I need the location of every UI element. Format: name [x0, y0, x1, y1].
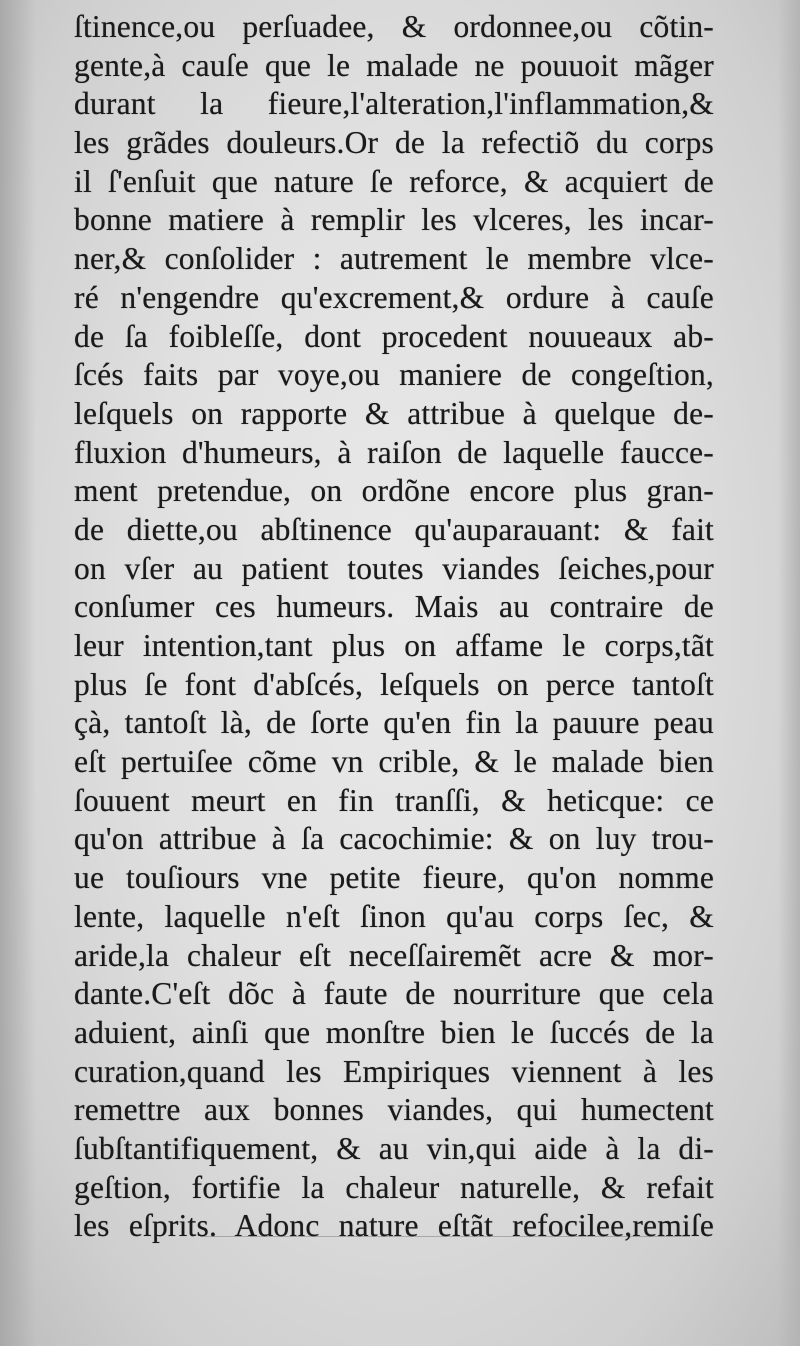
text-line: geſtion, fortifie la chaleur naturelle, & refait — [74, 1169, 714, 1205]
page-text — [74, 8, 714, 1246]
text-line: ment pretendue, on ordõne encore plus gran- — [74, 473, 714, 509]
text-line: leſquels on rapporte & attribue à quelque de- — [74, 395, 714, 431]
text-line: plus ſe font d'abſcés, leſquels on perce tantoſt — [74, 666, 714, 702]
text-line: ſcés faits par voye,ou maniere de congeſtion, — [74, 357, 714, 393]
text-line: qu'on attribue à ſa cacochimie: & on luy trou- — [74, 821, 714, 857]
text-line: ré n'engendre qu'excrement,& ordure à cauſe — [74, 279, 714, 315]
text-line: aride,la chaleur eſt neceſſairemẽt acre & mor- — [74, 937, 714, 973]
text-line: çà, tantoſt là, de ſorte qu'en fin la pauure peau — [74, 705, 714, 741]
text-line: ner,& conſolider : autrement le membre vlce- — [74, 241, 714, 277]
text-line: aduient, ainſi que monſtre bien le ſuccés de la — [74, 1014, 714, 1050]
text-line: les grãdes douleurs.Or de la refectiõ du corps — [74, 125, 714, 161]
text-line: durant la fieure,l'alteration,l'inflammation,& — [74, 86, 714, 122]
text-line: ſtinence,ou perſuadee, & ordonnee,ou cõtin- — [74, 9, 714, 44]
text-line: de ſa foibleſſe, dont procedent nouueaux ab- — [74, 318, 714, 354]
text-line: leur intention,tant plus on affame le corps,tãt — [74, 628, 714, 663]
text-line: curation,quand les Empiriques viennent à les — [74, 1053, 714, 1089]
text-line: eſt pertuiſee cõme vn crible, & le malade bien — [74, 744, 714, 780]
text-line: conſumer ces humeurs. Mais au contraire de — [74, 589, 714, 625]
text-line: ſubſtantifiquement, & au vin,qui aide à la di- — [74, 1130, 714, 1166]
text-line: on vſer au patient toutes viandes ſeiches,pour — [74, 550, 714, 586]
text-line: dante.C'eſt dõc à faute de nourriture que cela — [74, 976, 714, 1012]
text-line: remettre aux bonnes viandes, qui humectent — [74, 1092, 714, 1128]
text-line: il ſ'enſuit que nature ſe reforce, & acquiert de — [74, 163, 714, 199]
text-line: de diette,ou abſtinence qu'auparauant: & fait — [74, 511, 714, 547]
text-line: fluxion d'humeurs, à raiſon de laquelle faucce- — [74, 434, 714, 470]
text-line: gente,à cauſe que le malade ne pouuoit mãger — [74, 47, 714, 83]
text-line: lente, laquelle n'eſt ſinon qu'au corps ſec, & — [74, 898, 714, 934]
text-line: ue touſiours vne petite fieure, qu'on nomme — [74, 860, 714, 896]
text-line: ſouuent meurt en fin tranſſi, & heticque: ce — [74, 782, 714, 818]
text-line: les eſprits. Adonc nature eſtãt refocilee,remiſe — [74, 1208, 714, 1244]
text-line: bonne matiere à remplir les vlceres, les incar- — [74, 202, 714, 238]
